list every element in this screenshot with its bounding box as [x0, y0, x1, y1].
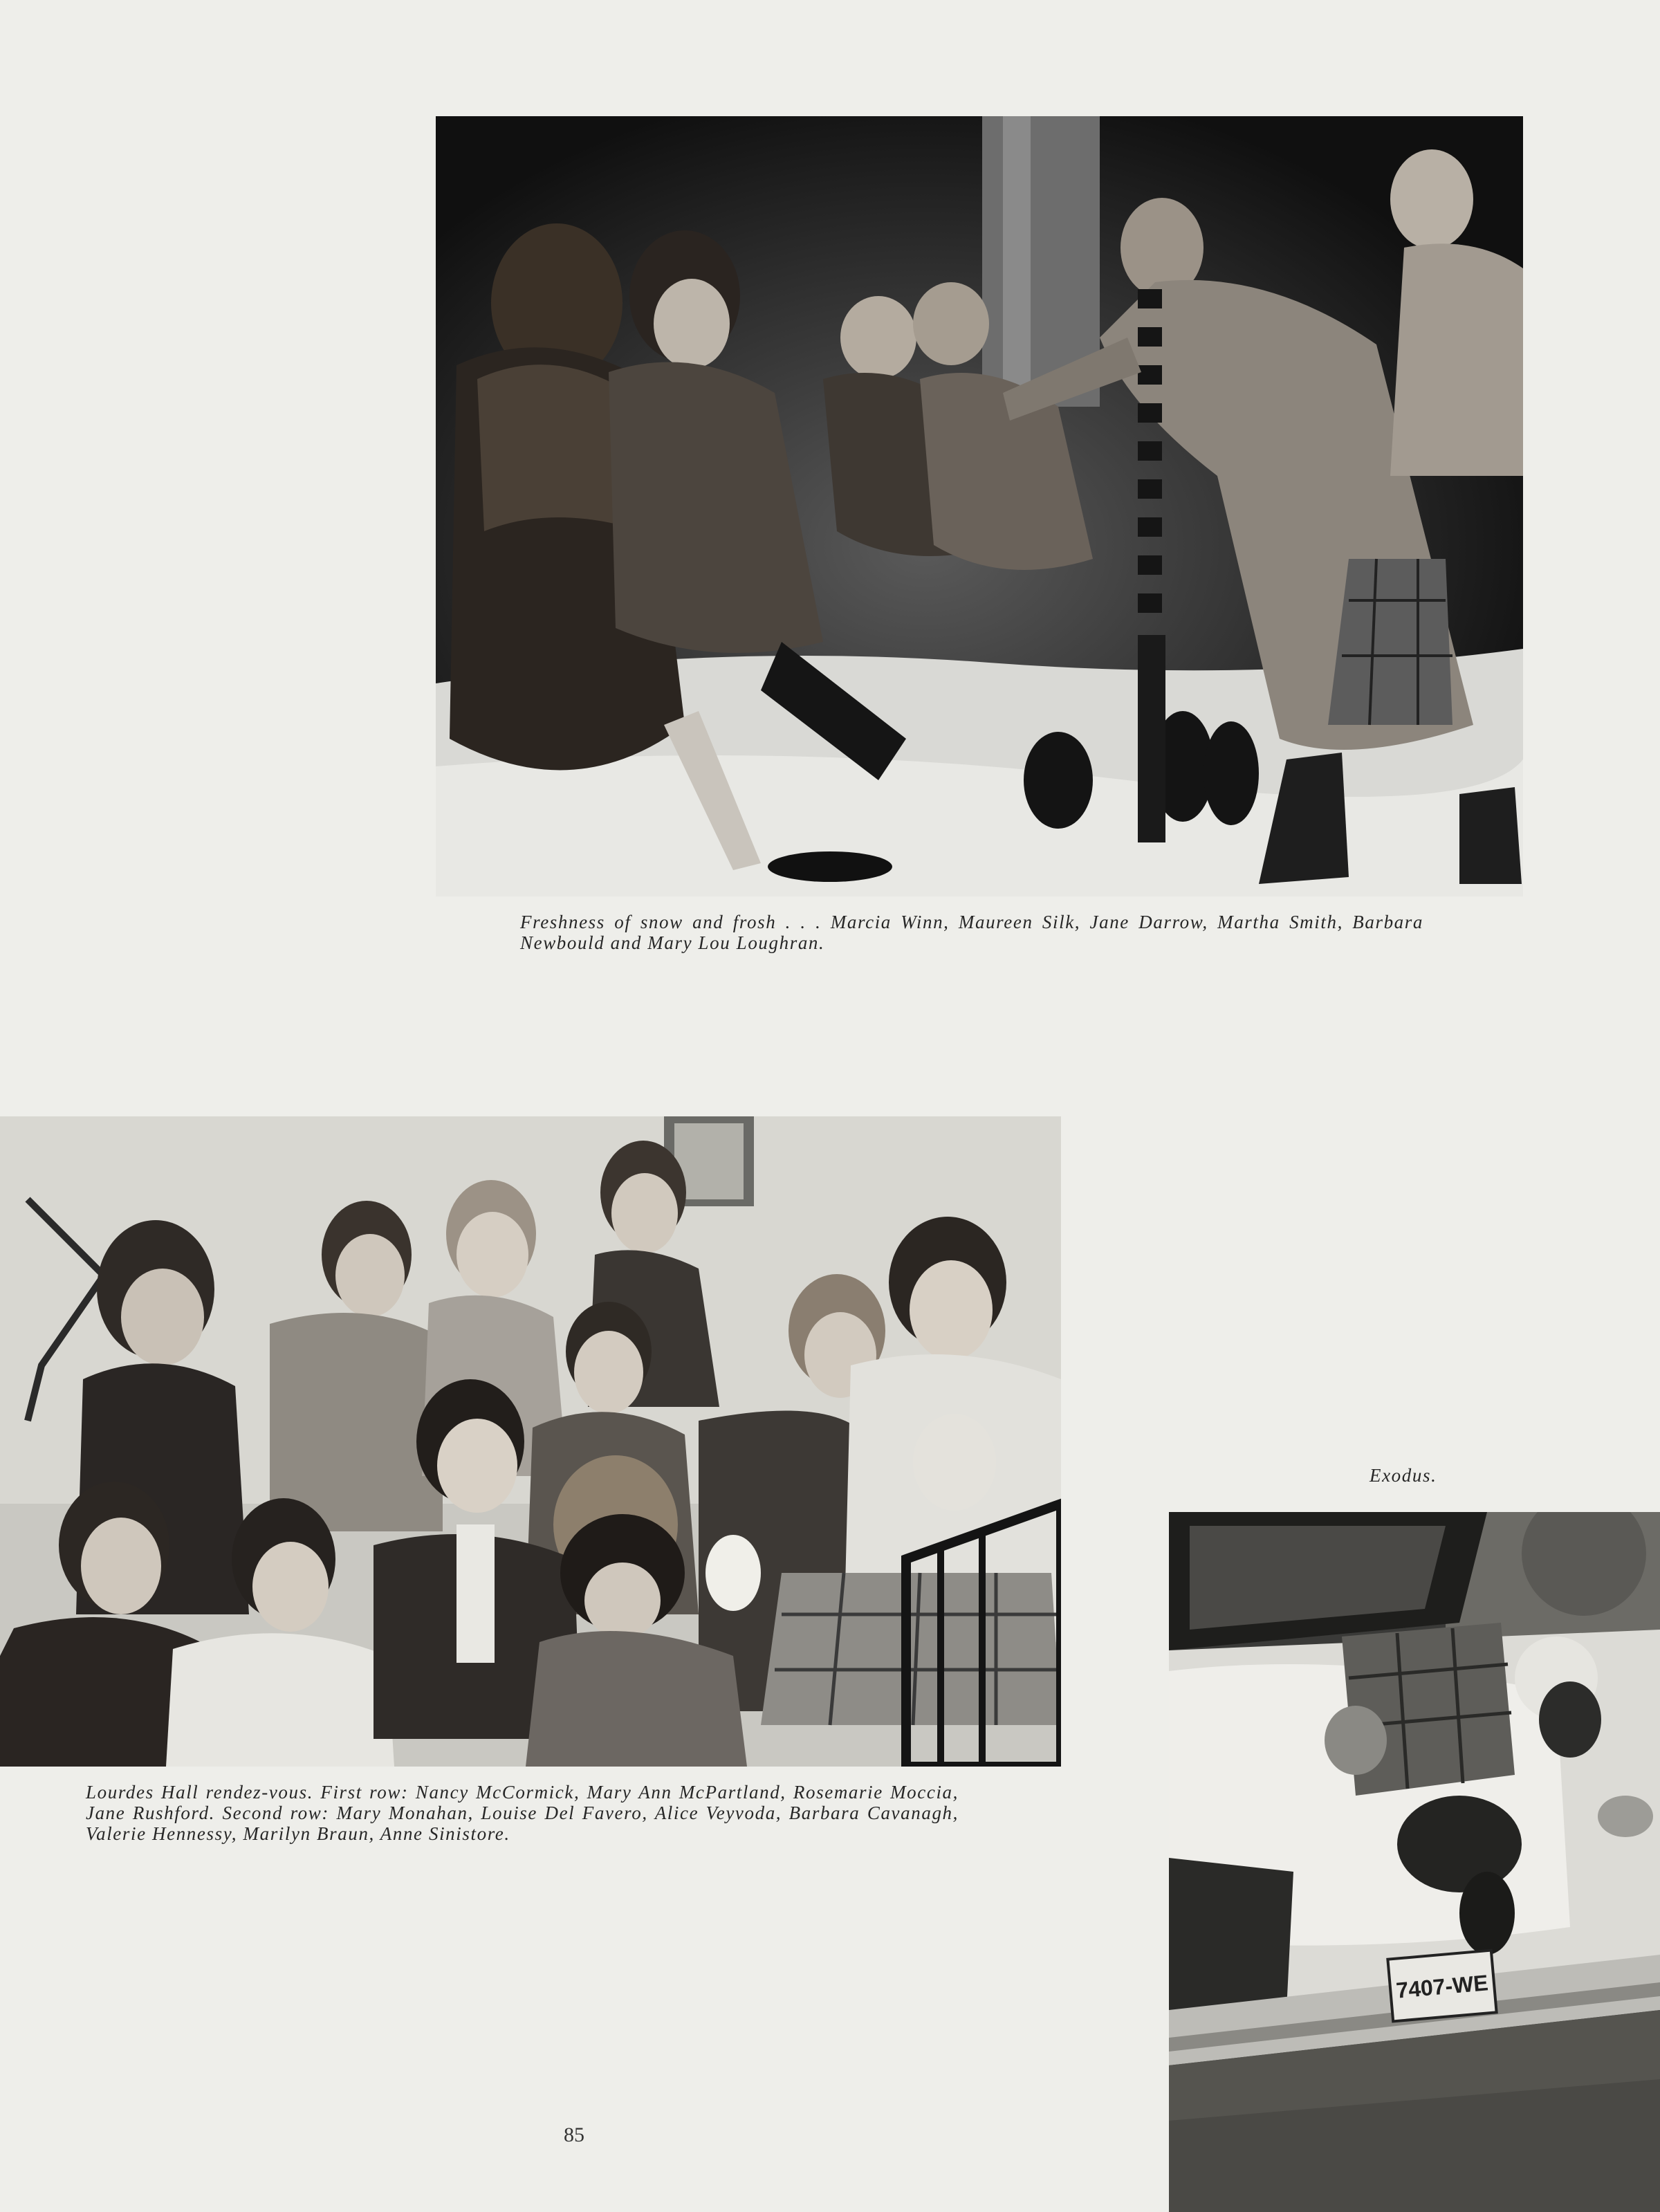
photo-caption: Exodus. — [1370, 1465, 1437, 1486]
photo-lourdes-hall — [0, 1116, 1061, 1767]
photo-caption: Lourdes Hall rendez-vous. First row: Nancy McCormick, Mary Ann McPartland, Rosemarie Moccia, Jane Rushford. Second row: Mary Monahan, Louise Del Favero, Alice Veyvoda, Barbara Cavanagh, Valerie Hennessy, Marilyn Braun, Anne Sinistore. — [86, 1782, 959, 1844]
photo-snow-frosh — [436, 116, 1523, 896]
photo-exodus — [1169, 1512, 1660, 2212]
photo-caption: Freshness of snow and frosh . . . Marcia Winn, Maureen Silk, Jane Darrow, Martha Smith, Barbara Newbould and Mary Lou Loughran. — [520, 912, 1423, 953]
page-number: 85 — [564, 2123, 584, 2146]
license-plate: 7407-WE — [1394, 1970, 1489, 2003]
